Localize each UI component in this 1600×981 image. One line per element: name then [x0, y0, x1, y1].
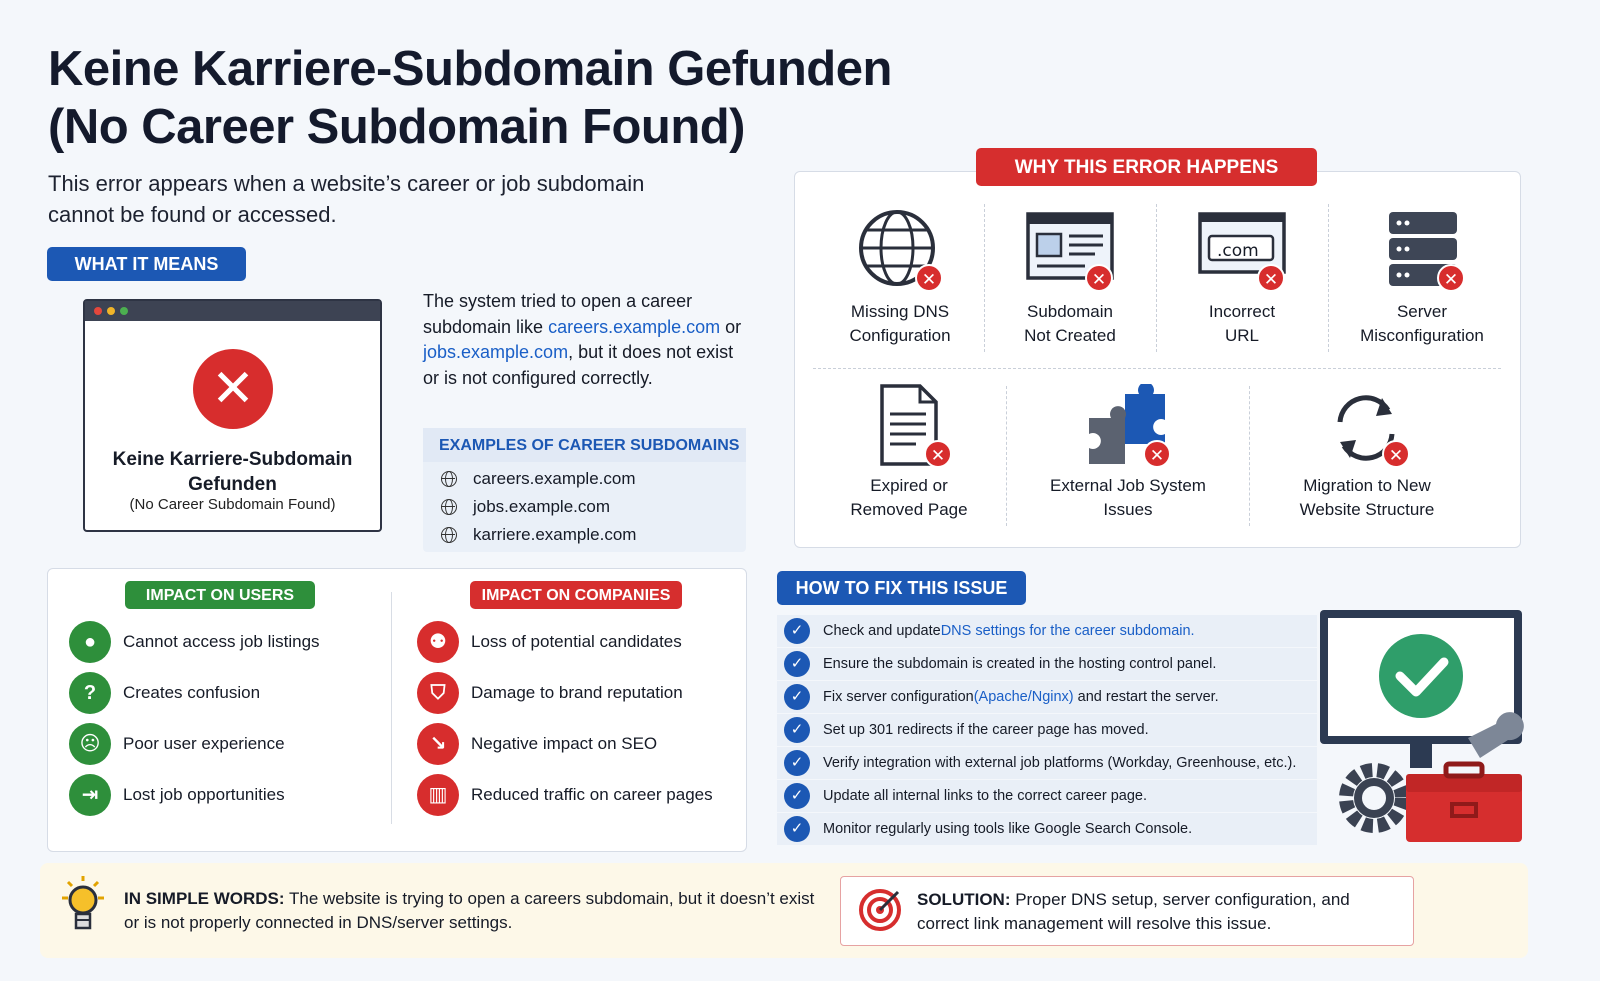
fix-step-text: Monitor regularly using tools like Google Search Console. — [823, 821, 1193, 837]
impact-user-text: Lost job opportunities — [123, 784, 285, 804]
globe-icon — [441, 527, 457, 543]
cause-label: Expired or — [870, 476, 948, 495]
checkmark-icon: ✓ — [784, 783, 810, 809]
fix-step — [777, 813, 1317, 846]
globe-icon — [441, 471, 457, 487]
meaning-description — [423, 289, 753, 391]
impact-user-text: Cannot access job listings — [123, 631, 320, 651]
impact-users-label: IMPACT ON USERS — [125, 581, 315, 609]
impact-company-text: Reduced traffic on career pages — [471, 784, 713, 804]
fix-step — [777, 714, 1317, 747]
close-dot-icon — [94, 307, 102, 315]
list-item — [417, 616, 713, 667]
how-to-fix-label: HOW TO FIX THIS ISSUE — [777, 571, 1026, 605]
checkmark-icon: ✓ — [784, 816, 810, 842]
impact-company-text: Negative impact on SEO — [471, 733, 658, 753]
cause-subdomain-not-created — [988, 208, 1152, 348]
people-icon: ⚉ — [417, 621, 459, 663]
cause-external-job-system — [1020, 384, 1236, 522]
cause-label: Configuration — [849, 326, 951, 345]
list-item — [417, 718, 713, 769]
refresh-icon — [1322, 384, 1412, 468]
cause-label: URL — [1224, 326, 1259, 345]
fix-steps-list — [777, 615, 1317, 846]
fix-step-text: Set up 301 redirects if the career page has moved. — [823, 722, 1149, 738]
cause-separator — [984, 204, 985, 352]
target-icon — [858, 888, 902, 932]
solution-body: Proper DNS setup, server configuration, and correct link management will resolve this issue. — [917, 890, 1350, 933]
simple-words-text — [124, 887, 824, 935]
fix-step-text: Ensure the subdomain is created in the hosting control panel. — [823, 656, 1217, 672]
title-line-2: (No Career Subdomain Found) — [48, 100, 745, 154]
sad-face-icon: ☹ — [69, 723, 111, 765]
meaning-text-3: , but it does not exist or is not configured correctly. — [423, 342, 734, 388]
error-badge-icon: ✕ — [924, 440, 952, 468]
list-item — [69, 718, 320, 769]
cause-expired-page — [818, 384, 1000, 522]
globe-icon — [855, 208, 945, 292]
checkmark-icon: ✓ — [784, 618, 810, 644]
cause-label: Missing DNS — [850, 302, 950, 321]
server-icon — [1377, 208, 1467, 292]
fix-step-highlight: (Apache/Nginx) — [973, 689, 1074, 705]
cause-label: Website Structure — [1299, 500, 1435, 519]
window-title-bar — [85, 301, 380, 321]
impact-companies-label: IMPACT ON COMPANIES — [470, 581, 682, 609]
list-item — [69, 616, 320, 667]
fix-step-text: Verify integration with external job platforms (Workday, Greenhouse, etc.). — [823, 755, 1297, 771]
question-icon: ? — [69, 672, 111, 714]
browser-window-illustration — [83, 299, 382, 532]
cause-label: External Job System — [1050, 476, 1206, 495]
checkmark-icon: ✓ — [784, 717, 810, 743]
webpage-icon — [1025, 208, 1115, 292]
fix-step — [777, 648, 1317, 681]
fix-step-text: and restart the server. — [1073, 689, 1219, 705]
simple-words-label: IN SIMPLE WORDS: — [124, 889, 285, 908]
why-label: WHY THIS ERROR HAPPENS — [976, 148, 1317, 186]
cause-row-separator — [813, 368, 1501, 369]
cause-label: Subdomain — [1026, 302, 1113, 321]
cause-separator — [1328, 204, 1329, 352]
maximize-dot-icon — [120, 307, 128, 315]
impact-company-text: Loss of potential candidates — [471, 631, 682, 651]
simple-words-body: The website is trying to open a careers subdomain, but it doesn’t exist or is not properly connected in DNS/server settings. — [124, 889, 815, 932]
impact-user-text: Creates confusion — [123, 682, 261, 702]
examples-heading: EXAMPLES OF CAREER SUBDOMAINS — [423, 428, 746, 462]
fix-step-text: Fix server configuration — [823, 689, 974, 705]
fix-step-text: Update all internal links to the correct career page. — [823, 788, 1148, 804]
error-x-icon: ✕ — [193, 349, 273, 429]
cause-label: Not Created — [1024, 326, 1116, 345]
title-line-1: Keine Karriere-Subdomain Gefunden — [48, 42, 892, 96]
error-badge-icon: ✕ — [1085, 264, 1113, 292]
cause-separator — [1249, 386, 1250, 526]
cause-separator — [1156, 204, 1157, 352]
chart-down-icon: ↘ — [417, 723, 459, 765]
jobs-link[interactable]: jobs.example.com — [423, 342, 569, 362]
cause-migration — [1262, 384, 1472, 522]
impact-divider — [391, 592, 392, 824]
puzzle-icon — [1083, 384, 1173, 468]
list-item — [417, 667, 713, 718]
careers-link[interactable]: careers.example.com — [548, 316, 721, 337]
page-title — [48, 40, 892, 156]
page-subtitle: This error appears when a website’s career or job subdomain cannot be found or accessed. — [48, 171, 645, 227]
list-item — [69, 667, 320, 718]
impact-companies-list — [417, 616, 713, 820]
document-icon — [864, 384, 954, 468]
dotcom-label: .com — [1217, 241, 1259, 261]
cause-missing-dns — [818, 208, 982, 348]
cause-label: Misconfiguration — [1360, 326, 1484, 345]
fix-step — [777, 615, 1317, 648]
example-item — [423, 465, 746, 493]
meaning-text-2: or — [720, 316, 742, 337]
cause-label: Removed Page — [850, 500, 968, 519]
cause-separator — [1006, 386, 1007, 526]
example-text: karriere.example.com — [473, 525, 637, 544]
impact-company-text: Damage to brand reputation — [471, 682, 683, 702]
example-text: jobs.example.com — [473, 497, 611, 516]
error-badge-icon: ✕ — [1257, 264, 1285, 292]
cause-label: Server — [1396, 302, 1448, 321]
examples-panel — [423, 428, 746, 552]
list-item — [417, 769, 713, 820]
impact-user-text: Poor user experience — [123, 733, 285, 753]
window-error-subtitle: (No Career Subdomain Found) — [129, 496, 336, 513]
cause-label: Issues — [1103, 500, 1153, 519]
monitor-toolbox-illustration — [1318, 608, 1524, 848]
impact-users-list — [69, 616, 320, 820]
fix-step-text: Check and update — [823, 623, 941, 639]
error-badge-icon: ✕ — [915, 264, 943, 292]
minimize-dot-icon — [107, 307, 115, 315]
cause-label: Incorrect — [1208, 302, 1276, 321]
solution-label: SOLUTION: — [917, 890, 1011, 909]
example-item — [423, 493, 746, 521]
error-badge-icon: ✕ — [1143, 440, 1171, 468]
cause-label: Migration to New — [1303, 476, 1431, 495]
solution-text — [917, 888, 1405, 936]
checkmark-icon: ✓ — [784, 684, 810, 710]
fix-step-highlight: DNS settings for the career subdomain. — [940, 623, 1195, 639]
cause-server-misconfiguration — [1334, 208, 1510, 348]
example-item — [423, 521, 746, 549]
error-badge-icon: ✕ — [1437, 264, 1465, 292]
what-it-means-label: WHAT IT MEANS — [47, 247, 246, 281]
meaning-text-1: The system tried to open a career subdomain like — [423, 291, 693, 337]
fix-step — [777, 747, 1317, 780]
example-text: careers.example.com — [473, 469, 636, 488]
checkmark-icon: ✓ — [784, 651, 810, 677]
checkmark-icon: ✓ — [784, 750, 810, 776]
shield-icon: ⛉ — [417, 672, 459, 714]
user-icon: ● — [69, 621, 111, 663]
exit-door-icon: ⇥ — [69, 774, 111, 816]
url-icon — [1197, 208, 1287, 292]
cause-incorrect-url — [1160, 208, 1324, 348]
list-item — [69, 769, 320, 820]
globe-icon — [441, 499, 457, 515]
lightbulb-icon — [58, 876, 108, 936]
fix-step — [777, 780, 1317, 813]
bar-chart-icon: ▥ — [417, 774, 459, 816]
error-badge-icon: ✕ — [1382, 440, 1410, 468]
fix-step — [777, 681, 1317, 714]
window-error-title: Keine Karriere-Subdomain Gefunden — [112, 449, 353, 495]
